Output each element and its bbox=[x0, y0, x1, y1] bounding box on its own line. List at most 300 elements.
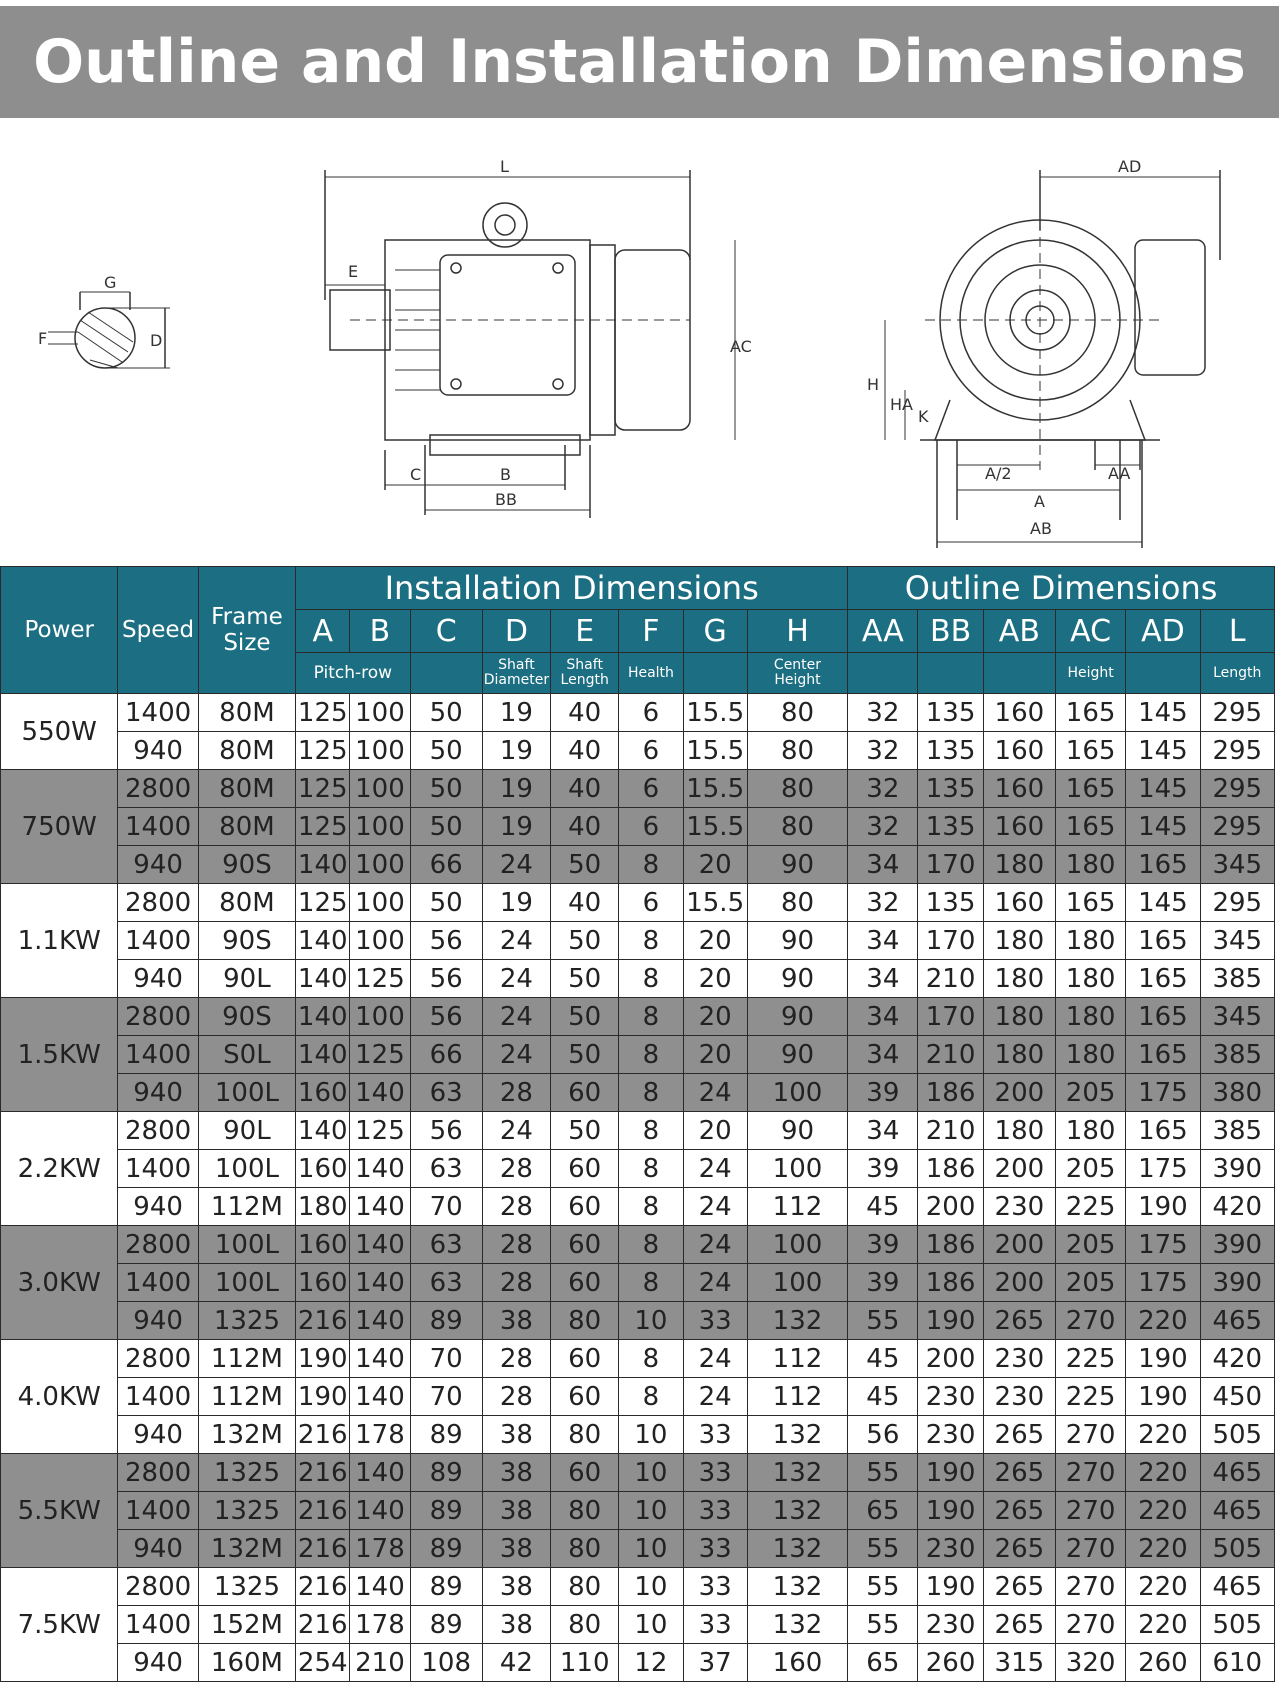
table-cell: 132M bbox=[198, 1416, 295, 1454]
sub-ad bbox=[1126, 653, 1200, 694]
table-cell: 320 bbox=[1055, 1644, 1125, 1682]
table-cell: 190 bbox=[1126, 1340, 1200, 1378]
table-cell: 50 bbox=[410, 694, 482, 732]
table-cell: 270 bbox=[1055, 1416, 1125, 1454]
table-cell: 20 bbox=[683, 1036, 747, 1074]
table-cell: 200 bbox=[918, 1188, 983, 1226]
table-cell: 60 bbox=[551, 1150, 619, 1188]
technical-drawings bbox=[0, 140, 1279, 560]
table-cell: 110 bbox=[551, 1644, 619, 1682]
table-cell: 220 bbox=[1126, 1302, 1200, 1340]
table-cell: 210 bbox=[350, 1644, 410, 1682]
table-cell: 24 bbox=[683, 1150, 747, 1188]
table-cell: 390 bbox=[1200, 1226, 1274, 1264]
table-cell: 38 bbox=[482, 1416, 550, 1454]
table-cell: 140 bbox=[350, 1302, 410, 1340]
table-cell: 24 bbox=[482, 960, 550, 998]
table-header bbox=[1, 567, 1275, 694]
table-cell: 112 bbox=[747, 1378, 847, 1416]
table-cell: 465 bbox=[1200, 1302, 1274, 1340]
table-cell: 15.5 bbox=[683, 884, 747, 922]
table-cell: 112 bbox=[747, 1340, 847, 1378]
header-letter-d: D bbox=[482, 610, 550, 653]
table-cell: 420 bbox=[1200, 1340, 1274, 1378]
sub-ac-height: Height bbox=[1055, 653, 1125, 694]
table-cell: 55 bbox=[848, 1606, 918, 1644]
table-cell: 56 bbox=[410, 922, 482, 960]
label-k: K bbox=[918, 407, 929, 426]
table-cell: 135 bbox=[918, 770, 983, 808]
sub-g bbox=[683, 653, 747, 694]
table-cell: 220 bbox=[1126, 1416, 1200, 1454]
table-cell: 24 bbox=[482, 1036, 550, 1074]
table-cell: 140 bbox=[350, 1188, 410, 1226]
page-title: Outline and Installation Dimensions bbox=[33, 27, 1246, 97]
table-cell: 165 bbox=[1126, 960, 1200, 998]
table-cell: 160 bbox=[983, 884, 1055, 922]
table-cell: 100 bbox=[350, 808, 410, 846]
table-cell: 140 bbox=[350, 1226, 410, 1264]
table-cell: 80 bbox=[747, 808, 847, 846]
table-cell: 50 bbox=[551, 960, 619, 998]
header-letter-bb: BB bbox=[918, 610, 983, 653]
table-cell: 465 bbox=[1200, 1568, 1274, 1606]
table-cell: 205 bbox=[1055, 1264, 1125, 1302]
table-cell: 40 bbox=[551, 770, 619, 808]
table-cell: 50 bbox=[410, 808, 482, 846]
table-cell: 265 bbox=[983, 1568, 1055, 1606]
table-cell: 315 bbox=[983, 1644, 1055, 1682]
shaft-section-drawing bbox=[38, 273, 170, 368]
header-installation-dimensions: Installation Dimensions bbox=[296, 567, 848, 610]
table-cell: 112M bbox=[198, 1378, 295, 1416]
sub-aa bbox=[848, 653, 918, 694]
table-cell: 132 bbox=[747, 1454, 847, 1492]
table-cell: 19 bbox=[482, 694, 550, 732]
table-cell: 50 bbox=[551, 1112, 619, 1150]
table-cell: 180 bbox=[1055, 922, 1125, 960]
table-cell: 19 bbox=[482, 770, 550, 808]
table-cell: 1325 bbox=[198, 1568, 295, 1606]
table-cell: 1400 bbox=[118, 808, 198, 846]
table-cell: 145 bbox=[1126, 694, 1200, 732]
table-cell: 55 bbox=[848, 1302, 918, 1340]
table-cell: 39 bbox=[848, 1226, 918, 1264]
table-cell: 1325 bbox=[198, 1302, 295, 1340]
table-cell: 940 bbox=[118, 1530, 198, 1568]
table-cell: 135 bbox=[918, 694, 983, 732]
table-cell: 220 bbox=[1126, 1606, 1200, 1644]
table-cell: 160 bbox=[983, 694, 1055, 732]
table-cell: 24 bbox=[683, 1074, 747, 1112]
table-cell: 160 bbox=[296, 1226, 350, 1264]
table-cell: 34 bbox=[848, 960, 918, 998]
label-bb: BB bbox=[495, 490, 517, 509]
table-cell: 89 bbox=[410, 1302, 482, 1340]
label-e: E bbox=[348, 262, 359, 281]
table-row bbox=[1, 1454, 1275, 1492]
table-cell: 216 bbox=[296, 1302, 350, 1340]
table-cell: 295 bbox=[1200, 732, 1274, 770]
table-cell: 32 bbox=[848, 884, 918, 922]
table-cell: 100 bbox=[350, 694, 410, 732]
header-letter-ab: AB bbox=[983, 610, 1055, 653]
table-row bbox=[1, 1416, 1275, 1454]
table-cell: 180 bbox=[1055, 846, 1125, 884]
table-cell: 210 bbox=[918, 960, 983, 998]
table-cell: 39 bbox=[848, 1150, 918, 1188]
table-cell: 270 bbox=[1055, 1454, 1125, 1492]
table-cell: 90 bbox=[747, 998, 847, 1036]
label-h: H bbox=[867, 375, 880, 394]
table-cell: 230 bbox=[983, 1340, 1055, 1378]
table-cell: 90 bbox=[747, 922, 847, 960]
table-cell: 180 bbox=[983, 922, 1055, 960]
table-cell: 186 bbox=[918, 1150, 983, 1188]
table-cell: 216 bbox=[296, 1568, 350, 1606]
table-cell: 15.5 bbox=[683, 694, 747, 732]
header-outline-dimensions: Outline Dimensions bbox=[848, 567, 1275, 610]
table-cell: 50 bbox=[410, 770, 482, 808]
table-cell: 125 bbox=[296, 884, 350, 922]
table-cell: 100 bbox=[350, 922, 410, 960]
table-cell: 2800 bbox=[118, 770, 198, 808]
table-cell: 63 bbox=[410, 1150, 482, 1188]
table-row bbox=[1, 1568, 1275, 1606]
table-cell: 33 bbox=[683, 1454, 747, 1492]
header-speed: Speed bbox=[118, 567, 198, 694]
table-row bbox=[1, 922, 1275, 960]
table-cell: 63 bbox=[410, 1074, 482, 1112]
table-cell: 50 bbox=[551, 998, 619, 1036]
table-cell: 8 bbox=[619, 1150, 683, 1188]
table-cell: 55 bbox=[848, 1568, 918, 1606]
table-cell: 160 bbox=[983, 770, 1055, 808]
table-cell: 24 bbox=[683, 1340, 747, 1378]
table-cell: 345 bbox=[1200, 998, 1274, 1036]
table-cell: 90L bbox=[198, 960, 295, 998]
table-row bbox=[1, 1036, 1275, 1074]
table-row bbox=[1, 770, 1275, 808]
table-cell: 8 bbox=[619, 1074, 683, 1112]
table-cell: 38 bbox=[482, 1492, 550, 1530]
table-cell: 80 bbox=[551, 1606, 619, 1644]
table-cell: 216 bbox=[296, 1454, 350, 1492]
table-cell: 56 bbox=[410, 960, 482, 998]
table-cell: 295 bbox=[1200, 770, 1274, 808]
table-cell: 190 bbox=[918, 1492, 983, 1530]
table-cell: 186 bbox=[918, 1264, 983, 1302]
table-cell: 63 bbox=[410, 1264, 482, 1302]
label-l: L bbox=[500, 157, 509, 176]
table-row bbox=[1, 808, 1275, 846]
table-cell: 505 bbox=[1200, 1530, 1274, 1568]
table-cell: 165 bbox=[1126, 1036, 1200, 1074]
table-cell: 34 bbox=[848, 998, 918, 1036]
sub-bb bbox=[918, 653, 983, 694]
table-cell: 160 bbox=[747, 1644, 847, 1682]
table-cell: 265 bbox=[983, 1606, 1055, 1644]
table-cell: 225 bbox=[1055, 1378, 1125, 1416]
table-cell: 205 bbox=[1055, 1074, 1125, 1112]
table-cell: 32 bbox=[848, 808, 918, 846]
table-cell: 135 bbox=[918, 808, 983, 846]
header-letter-g: G bbox=[683, 610, 747, 653]
table-cell: 90S bbox=[198, 922, 295, 960]
table-row bbox=[1, 1644, 1275, 1682]
table-cell: 8 bbox=[619, 1340, 683, 1378]
table-cell: 8 bbox=[619, 1378, 683, 1416]
table-cell: 940 bbox=[118, 846, 198, 884]
header-letter-f: F bbox=[619, 610, 683, 653]
table-row bbox=[1, 998, 1275, 1036]
table-cell: 940 bbox=[118, 1644, 198, 1682]
table-cell: 465 bbox=[1200, 1454, 1274, 1492]
table-cell: 24 bbox=[683, 1188, 747, 1226]
table-cell: 2800 bbox=[118, 1340, 198, 1378]
sub-shaft-length: Shaft Length bbox=[551, 653, 619, 694]
table-row bbox=[1, 960, 1275, 998]
table-cell: 89 bbox=[410, 1454, 482, 1492]
table-cell: 210 bbox=[918, 1112, 983, 1150]
dimensions-table bbox=[0, 566, 1275, 1682]
table-cell: 60 bbox=[551, 1340, 619, 1378]
table-cell: 940 bbox=[118, 960, 198, 998]
table-cell: 60 bbox=[551, 1378, 619, 1416]
table-cell: 80 bbox=[747, 732, 847, 770]
table-cell: 100 bbox=[350, 732, 410, 770]
table-cell: 132 bbox=[747, 1568, 847, 1606]
table-cell: 50 bbox=[410, 884, 482, 922]
table-cell: 140 bbox=[296, 1112, 350, 1150]
power-cell: 5.5KW bbox=[1, 1454, 118, 1568]
table-cell: 390 bbox=[1200, 1264, 1274, 1302]
table-cell: 15.5 bbox=[683, 732, 747, 770]
header-letter-e: E bbox=[551, 610, 619, 653]
table-cell: 450 bbox=[1200, 1378, 1274, 1416]
table-cell: 20 bbox=[683, 922, 747, 960]
table-cell: 6 bbox=[619, 808, 683, 846]
table-cell: 80 bbox=[551, 1492, 619, 1530]
sub-health: Health bbox=[619, 653, 683, 694]
table-cell: 385 bbox=[1200, 960, 1274, 998]
table-cell: 40 bbox=[551, 884, 619, 922]
table-cell: 165 bbox=[1055, 770, 1125, 808]
table-cell: 390 bbox=[1200, 1150, 1274, 1188]
label-c: C bbox=[410, 465, 422, 484]
table-cell: 225 bbox=[1055, 1188, 1125, 1226]
table-cell: 165 bbox=[1126, 846, 1200, 884]
table-cell: 15.5 bbox=[683, 808, 747, 846]
table-cell: 180 bbox=[1055, 960, 1125, 998]
table-cell: 50 bbox=[551, 846, 619, 884]
table-cell: 38 bbox=[482, 1530, 550, 1568]
table-cell: 160 bbox=[296, 1074, 350, 1112]
table-cell: 2800 bbox=[118, 1568, 198, 1606]
table-cell: 33 bbox=[683, 1492, 747, 1530]
table-cell: 2800 bbox=[118, 1112, 198, 1150]
table-cell: 90 bbox=[747, 1036, 847, 1074]
table-cell: 56 bbox=[410, 1112, 482, 1150]
table-cell: 610 bbox=[1200, 1644, 1274, 1682]
table-cell: 42 bbox=[482, 1644, 550, 1682]
table-cell: 140 bbox=[296, 922, 350, 960]
table-cell: 6 bbox=[619, 884, 683, 922]
table-cell: 89 bbox=[410, 1530, 482, 1568]
table-row bbox=[1, 694, 1275, 732]
table-row bbox=[1, 1340, 1275, 1378]
table-cell: 205 bbox=[1055, 1150, 1125, 1188]
table-cell: 380 bbox=[1200, 1074, 1274, 1112]
table-cell: 135 bbox=[918, 732, 983, 770]
table-cell: 132M bbox=[198, 1530, 295, 1568]
table-cell: 10 bbox=[619, 1492, 683, 1530]
table-cell: 180 bbox=[983, 1036, 1055, 1074]
table-cell: 200 bbox=[918, 1340, 983, 1378]
table-cell: 230 bbox=[918, 1416, 983, 1454]
table-cell: 8 bbox=[619, 1036, 683, 1074]
table-cell: 165 bbox=[1055, 808, 1125, 846]
table-cell: 190 bbox=[918, 1568, 983, 1606]
table-cell: 10 bbox=[619, 1606, 683, 1644]
table-cell: 80M bbox=[198, 694, 295, 732]
table-cell: 1400 bbox=[118, 922, 198, 960]
table-cell: 230 bbox=[983, 1188, 1055, 1226]
table-cell: 190 bbox=[918, 1302, 983, 1340]
table-cell: 216 bbox=[296, 1606, 350, 1644]
table-row bbox=[1, 1302, 1275, 1340]
table-cell: 24 bbox=[482, 846, 550, 884]
table-cell: 100 bbox=[747, 1074, 847, 1112]
power-cell: 750W bbox=[1, 770, 118, 884]
table-cell: 2800 bbox=[118, 998, 198, 1036]
table-cell: 1400 bbox=[118, 1378, 198, 1416]
table-cell: 1400 bbox=[118, 1606, 198, 1644]
table-cell: 140 bbox=[296, 1036, 350, 1074]
table-cell: 8 bbox=[619, 846, 683, 884]
table-cell: 10 bbox=[619, 1416, 683, 1454]
table-cell: 1400 bbox=[118, 694, 198, 732]
table-cell: 90 bbox=[747, 1112, 847, 1150]
table-cell: 140 bbox=[350, 1264, 410, 1302]
table-cell: 100L bbox=[198, 1226, 295, 1264]
table-cell: 230 bbox=[918, 1530, 983, 1568]
table-cell: 24 bbox=[482, 1112, 550, 1150]
table-cell: 170 bbox=[918, 846, 983, 884]
table-cell: 8 bbox=[619, 1226, 683, 1264]
table-cell: 178 bbox=[350, 1530, 410, 1568]
table-cell: 63 bbox=[410, 1226, 482, 1264]
table-cell: 220 bbox=[1126, 1568, 1200, 1606]
table-cell: S0L bbox=[198, 1036, 295, 1074]
table-cell: 125 bbox=[350, 1036, 410, 1074]
table-cell: 37 bbox=[683, 1644, 747, 1682]
table-cell: 132 bbox=[747, 1302, 847, 1340]
table-cell: 180 bbox=[1055, 1112, 1125, 1150]
table-cell: 80M bbox=[198, 770, 295, 808]
table-cell: 254 bbox=[296, 1644, 350, 1682]
sub-shaft-diameter: Shaft Diameter bbox=[482, 653, 550, 694]
table-cell: 230 bbox=[983, 1378, 1055, 1416]
header-letter-l: L bbox=[1200, 610, 1274, 653]
table-cell: 15.5 bbox=[683, 770, 747, 808]
table-cell: 165 bbox=[1126, 922, 1200, 960]
table-cell: 140 bbox=[350, 1378, 410, 1416]
title-bar bbox=[0, 6, 1279, 118]
table-cell: 265 bbox=[983, 1416, 1055, 1454]
table-cell: 89 bbox=[410, 1606, 482, 1644]
table-cell: 90S bbox=[198, 998, 295, 1036]
table-cell: 190 bbox=[296, 1378, 350, 1416]
table-cell: 28 bbox=[482, 1340, 550, 1378]
table-cell: 24 bbox=[683, 1226, 747, 1264]
label-ab: AB bbox=[1030, 519, 1052, 538]
sub-ab bbox=[983, 653, 1055, 694]
table-cell: 180 bbox=[983, 998, 1055, 1036]
label-ac: AC bbox=[730, 337, 752, 356]
table-cell: 80 bbox=[551, 1416, 619, 1454]
table-cell: 160 bbox=[983, 808, 1055, 846]
table-cell: 60 bbox=[551, 1226, 619, 1264]
header-frame-size: Frame Size bbox=[198, 567, 295, 694]
table-cell: 19 bbox=[482, 732, 550, 770]
sub-pitch-row: Pitch-row bbox=[296, 653, 410, 694]
table-cell: 80M bbox=[198, 808, 295, 846]
table-cell: 2800 bbox=[118, 884, 198, 922]
table-cell: 165 bbox=[1126, 998, 1200, 1036]
table-row bbox=[1, 1264, 1275, 1302]
table-cell: 295 bbox=[1200, 694, 1274, 732]
end-view-drawing bbox=[867, 157, 1220, 548]
table-cell: 32 bbox=[848, 694, 918, 732]
table-cell: 80 bbox=[747, 694, 847, 732]
table-cell: 180 bbox=[1055, 1036, 1125, 1074]
table-cell: 180 bbox=[983, 846, 1055, 884]
table-cell: 178 bbox=[350, 1416, 410, 1454]
table-cell: 10 bbox=[619, 1568, 683, 1606]
table-cell: 265 bbox=[983, 1530, 1055, 1568]
table-cell: 40 bbox=[551, 732, 619, 770]
table-cell: 34 bbox=[848, 1036, 918, 1074]
table-cell: 132 bbox=[747, 1530, 847, 1568]
table-cell: 125 bbox=[296, 694, 350, 732]
table-cell: 50 bbox=[551, 1036, 619, 1074]
table-cell: 70 bbox=[410, 1378, 482, 1416]
table-cell: 152M bbox=[198, 1606, 295, 1644]
table-cell: 1400 bbox=[118, 1264, 198, 1302]
table-cell: 385 bbox=[1200, 1112, 1274, 1150]
table-cell: 1325 bbox=[198, 1454, 295, 1492]
table-cell: 145 bbox=[1126, 808, 1200, 846]
table-cell: 200 bbox=[983, 1074, 1055, 1112]
table-cell: 295 bbox=[1200, 808, 1274, 846]
table-cell: 265 bbox=[983, 1302, 1055, 1340]
table-cell: 345 bbox=[1200, 846, 1274, 884]
table-cell: 265 bbox=[983, 1454, 1055, 1492]
table-cell: 200 bbox=[983, 1150, 1055, 1188]
table-cell: 100 bbox=[350, 884, 410, 922]
table-cell: 175 bbox=[1126, 1264, 1200, 1302]
table-cell: 28 bbox=[482, 1074, 550, 1112]
table-cell: 200 bbox=[983, 1226, 1055, 1264]
table-cell: 265 bbox=[983, 1492, 1055, 1530]
sub-c bbox=[410, 653, 482, 694]
table-row bbox=[1, 1226, 1275, 1264]
label-aa: AA bbox=[1108, 464, 1131, 483]
table-cell: 24 bbox=[683, 1378, 747, 1416]
power-cell: 3.0KW bbox=[1, 1226, 118, 1340]
table-cell: 34 bbox=[848, 1112, 918, 1150]
